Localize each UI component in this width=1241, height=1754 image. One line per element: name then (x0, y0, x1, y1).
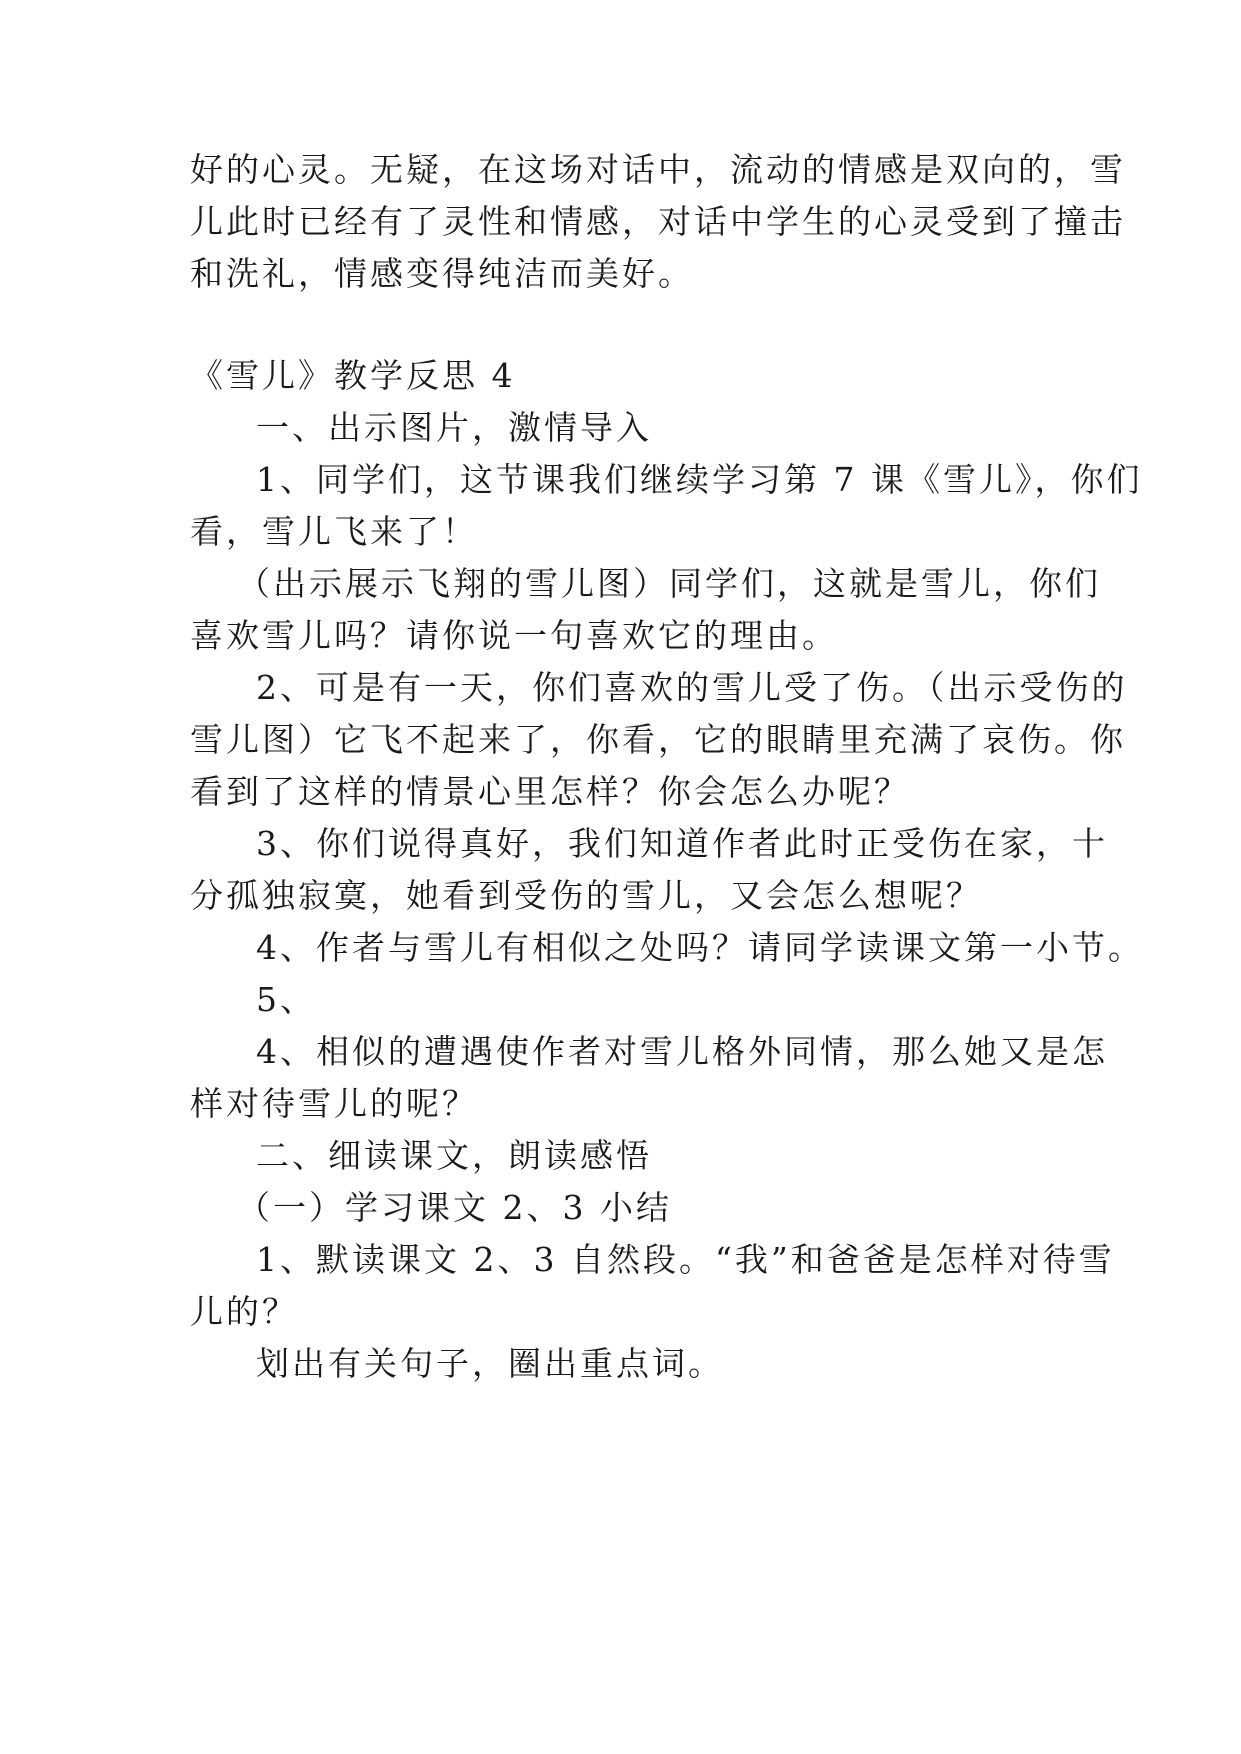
part2-heading: 二、细读课文，朗读感悟 (256, 1136, 652, 1175)
text-line: 5、 (256, 980, 316, 1019)
text-line: 好的心灵。无疑，在这场对话中，流动的情感是双向的，雪 (190, 150, 1126, 189)
text-line: 样对待雪儿的呢？ (190, 1084, 478, 1123)
text-line: 4、相似的遭遇使作者对雪儿格外同情，那么她又是怎 (256, 1032, 1108, 1071)
text-line: 看到了这样的情景心里怎样？你会怎么办呢？ (190, 772, 910, 811)
text-line: 1、同学们，这节课我们继续学习第 7 课《雪儿》，你们 (256, 460, 1143, 499)
part2-subheading: （一）学习课文 2、3 小结 (237, 1188, 672, 1227)
text-line: 喜欢雪儿吗？请你说一句喜欢它的理由。 (190, 616, 838, 655)
section-title: 《雪儿》教学反思 4 (190, 356, 516, 395)
text-line: 3、你们说得真好，我们知道作者此时正受伤在家，十 (256, 824, 1108, 863)
text-line: 看，雪儿飞来了！ (190, 512, 478, 551)
text-line: 和洗礼，情感变得纯洁而美好。 (190, 254, 694, 293)
text-line: 儿此时已经有了灵性和情感，对话中学生的心灵受到了撞击 (190, 202, 1126, 241)
text-line: 2、可是有一天，你们喜欢的雪儿受了伤。（出示受伤的 (256, 668, 1128, 707)
text-line: 1、默读课文 2、3 自然段。“我”和爸爸是怎样对待雪 (256, 1240, 1115, 1279)
text-line: 分孤独寂寞，她看到受伤的雪儿，又会怎么想呢？ (190, 876, 982, 915)
text-line: 儿的？ (190, 1292, 298, 1331)
text-line: （出示展示飞翔的雪儿图）同学们，这就是雪儿，你们 (237, 564, 1101, 603)
part1-heading: 一、出示图片，激情导入 (256, 408, 652, 447)
text-line: 雪儿图）它飞不起来了，你看，它的眼睛里充满了哀伤。你 (190, 720, 1126, 759)
text-line: 划出有关句子，圈出重点词。 (256, 1344, 724, 1383)
text-line: 4、作者与雪儿有相似之处吗？请同学读课文第一小节。 (256, 928, 1144, 967)
